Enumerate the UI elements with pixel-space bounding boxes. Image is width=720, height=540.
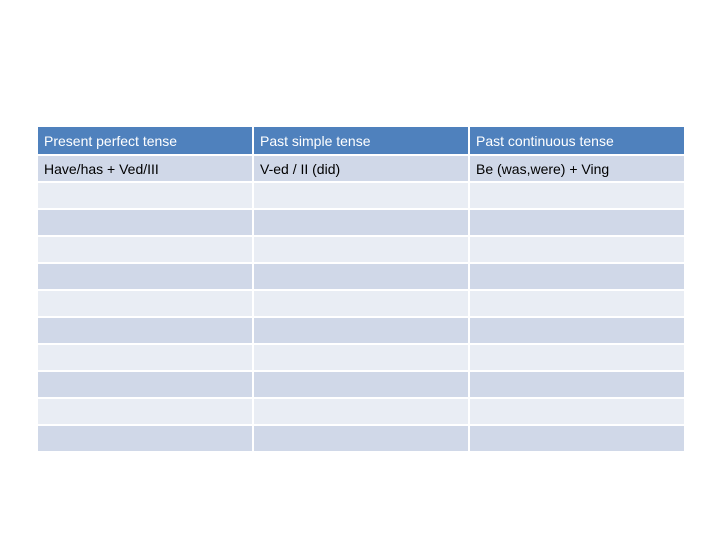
table-cell	[469, 263, 685, 290]
table-cell	[469, 290, 685, 317]
table-cell	[469, 371, 685, 398]
table-cell: Be (was,were) + Ving	[469, 155, 685, 182]
table-row	[37, 236, 685, 263]
table-cell: V-ed / II (did)	[253, 155, 469, 182]
table-cell	[469, 344, 685, 371]
header-past-simple: Past simple tense	[253, 126, 469, 155]
table-cell	[253, 398, 469, 425]
table-cell	[37, 371, 253, 398]
table-cell	[37, 425, 253, 452]
table-cell	[469, 398, 685, 425]
table-row	[37, 425, 685, 452]
header-past-continuous: Past continuous tense	[469, 126, 685, 155]
table-row	[37, 344, 685, 371]
table-cell	[253, 209, 469, 236]
table-row	[37, 371, 685, 398]
table-row	[37, 155, 685, 182]
tense-table	[36, 125, 686, 453]
table-cell: Have/has + Ved/III	[37, 155, 253, 182]
table-cell	[253, 371, 469, 398]
table-cell	[469, 317, 685, 344]
table-cell	[37, 398, 253, 425]
table-cell	[253, 236, 469, 263]
table-cell	[469, 236, 685, 263]
table-cell	[253, 290, 469, 317]
table-cell	[253, 425, 469, 452]
table-cell	[253, 263, 469, 290]
table-cell	[253, 182, 469, 209]
table-cell	[469, 209, 685, 236]
table-cell	[37, 317, 253, 344]
table-row	[37, 209, 685, 236]
header-present-perfect: Present perfect tense	[37, 126, 253, 155]
table-cell	[469, 182, 685, 209]
table-cell	[253, 317, 469, 344]
table-header-row	[37, 126, 685, 155]
table-row	[37, 398, 685, 425]
table-row	[37, 317, 685, 344]
table-row	[37, 290, 685, 317]
table-row	[37, 182, 685, 209]
table-cell	[253, 344, 469, 371]
table-cell	[37, 344, 253, 371]
table-row	[37, 263, 685, 290]
table-cell	[37, 236, 253, 263]
table-cell	[37, 182, 253, 209]
table-cell	[37, 209, 253, 236]
table-cell	[469, 425, 685, 452]
table-cell	[37, 263, 253, 290]
table-cell	[37, 290, 253, 317]
